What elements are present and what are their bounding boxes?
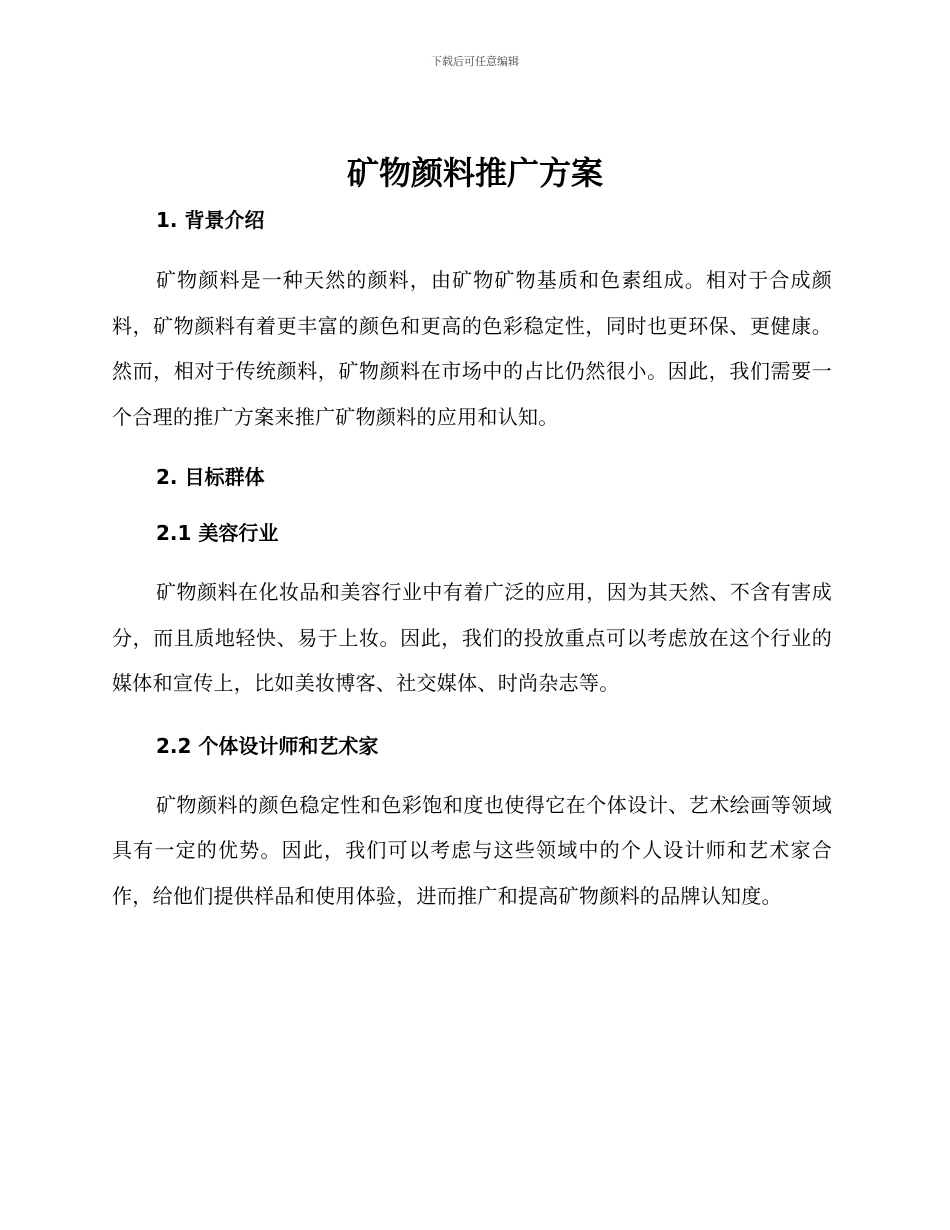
section-heading-background: 1. 背景介绍 — [156, 208, 265, 232]
paragraph-background: 矿物颜料是一种天然的颜料，由矿物矿物基质和色素组成。相对于合成颜料，矿物颜料有着更丰富的颜色和更高的色彩稳定性，同时也更环保、更健康。然而，相对于传统颜料，矿物颜料在市场中的占比仍然很小。因此，我们需要一个合理的推广方案来推广矿物颜料的应用和认知。 — [112, 268, 832, 429]
paragraph-designers-artists: 矿物颜料的颜色稳定性和色彩饱和度也使得它在个体设计、艺术绘画等领域具有一定的优势。因此，我们可以考虑与这些领域中的个人设计师和艺术家合作，给他们提供样品和使用体验，进而推广和提高矿物颜料的品牌认知度。 — [112, 792, 832, 908]
section-heading-target-groups: 2. 目标群体 — [156, 465, 265, 489]
subsection-heading-beauty-industry: 2.1 美容行业 — [156, 521, 279, 545]
document-title: 矿物颜料推广方案 — [346, 154, 603, 192]
paragraph-beauty-industry: 矿物颜料在化妆品和美容行业中有着广泛的应用，因为其天然、不含有害成分，而且质地轻快、易于上妆。因此，我们的投放重点可以考虑放在这个行业的媒体和宣传上，比如美妆博客、社交媒体、时尚杂志等。 — [112, 580, 832, 695]
subsection-heading-designers-artists: 2.2 个体设计师和艺术家 — [156, 733, 379, 758]
running-header: 下载后可任意编辑 — [431, 55, 519, 68]
document-body — [112, 198, 832, 919]
